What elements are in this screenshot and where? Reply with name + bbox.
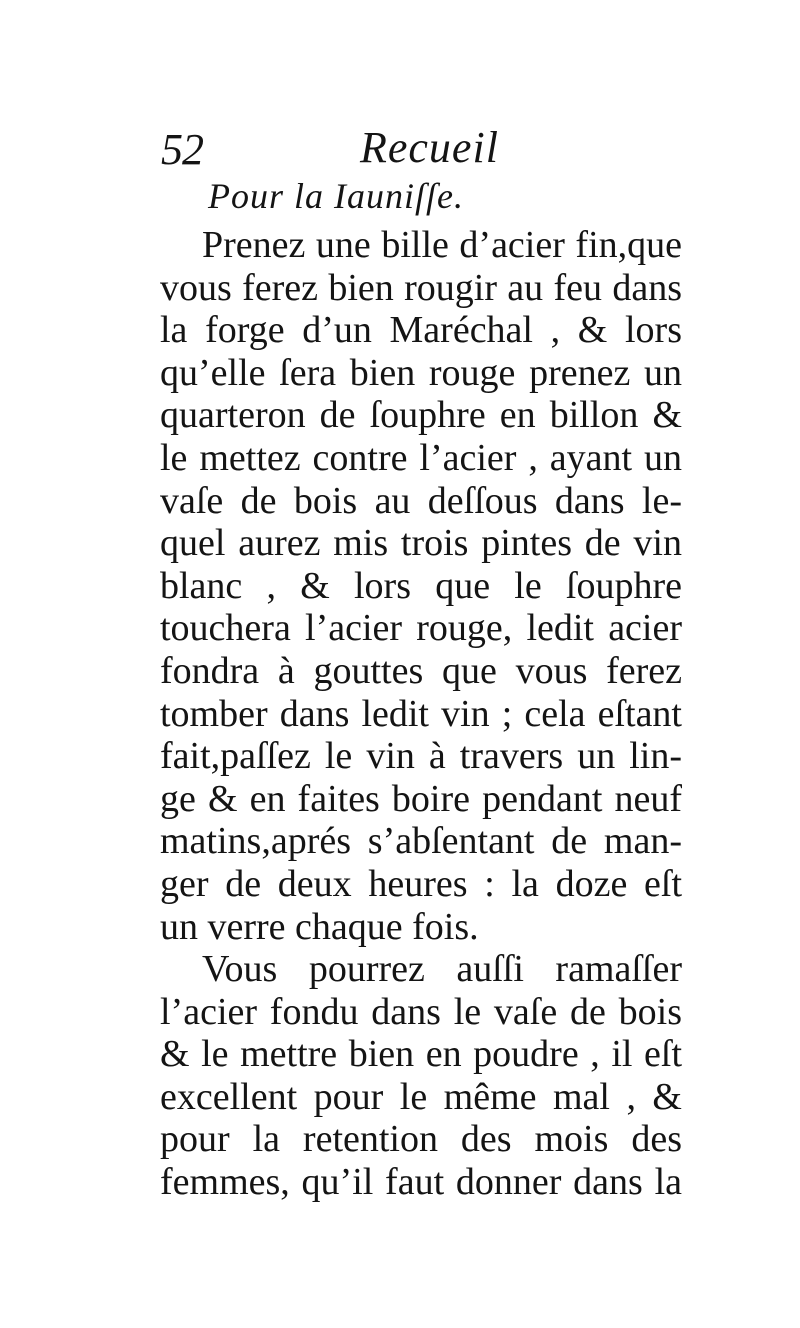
body-text bbox=[160, 224, 682, 1204]
text-line: matins,aprés s’abſentant de man- bbox=[160, 820, 682, 863]
text-line: quarteron de ſouphre en billon & bbox=[160, 394, 682, 437]
text-line: le mettez contre l’acier , ayant un bbox=[160, 436, 682, 479]
text-line: fondra à gouttes que vous ferez bbox=[160, 649, 682, 692]
text-line: touchera l’acier rouge, ledit acier bbox=[160, 607, 682, 650]
text-line: la forge d’un Maréchal , & lors bbox=[160, 309, 682, 352]
text-line: l’acier fondu dans le vaſe de bois bbox=[160, 990, 682, 1033]
text-line: ge & en faites boire pendant neuf bbox=[160, 777, 682, 820]
text-line: tomber dans ledit vin ; cela eſtant bbox=[160, 692, 682, 735]
text-line: un verre chaque fois. bbox=[160, 905, 479, 948]
text-line: fait,paſſez le vin à travers un lin- bbox=[160, 735, 682, 778]
running-head: Recueil bbox=[360, 123, 499, 172]
text-line: excellent pour le même mal , & bbox=[160, 1075, 682, 1118]
text-line: ger de deux heures : la doze eſt bbox=[160, 862, 682, 905]
page-number: 52 bbox=[161, 125, 203, 174]
text-line: quel aurez mis trois pintes de vin bbox=[160, 522, 682, 565]
text-line: pour la retention des mois des bbox=[160, 1118, 682, 1161]
text-line: vous ferez bien rougir au feu dans bbox=[160, 266, 682, 309]
text-line: femmes, qu’il faut donner dans la bbox=[160, 1161, 682, 1204]
text-line: blanc , & lors que le ſouphre bbox=[160, 564, 682, 607]
text-line: & le mettre bien en poudre , il eſt bbox=[160, 1033, 682, 1076]
text-line: vaſe de bois au deſſous dans le- bbox=[160, 479, 682, 522]
text-line: qu’elle ſera bien rouge prenez un bbox=[160, 351, 682, 394]
text-line: Prenez une bille d’acier fin,que bbox=[202, 224, 682, 266]
text-line: Vous pourrez auſſi ramaſſer bbox=[202, 948, 682, 991]
section-title: Pour la Iauniſſe. bbox=[208, 176, 464, 216]
